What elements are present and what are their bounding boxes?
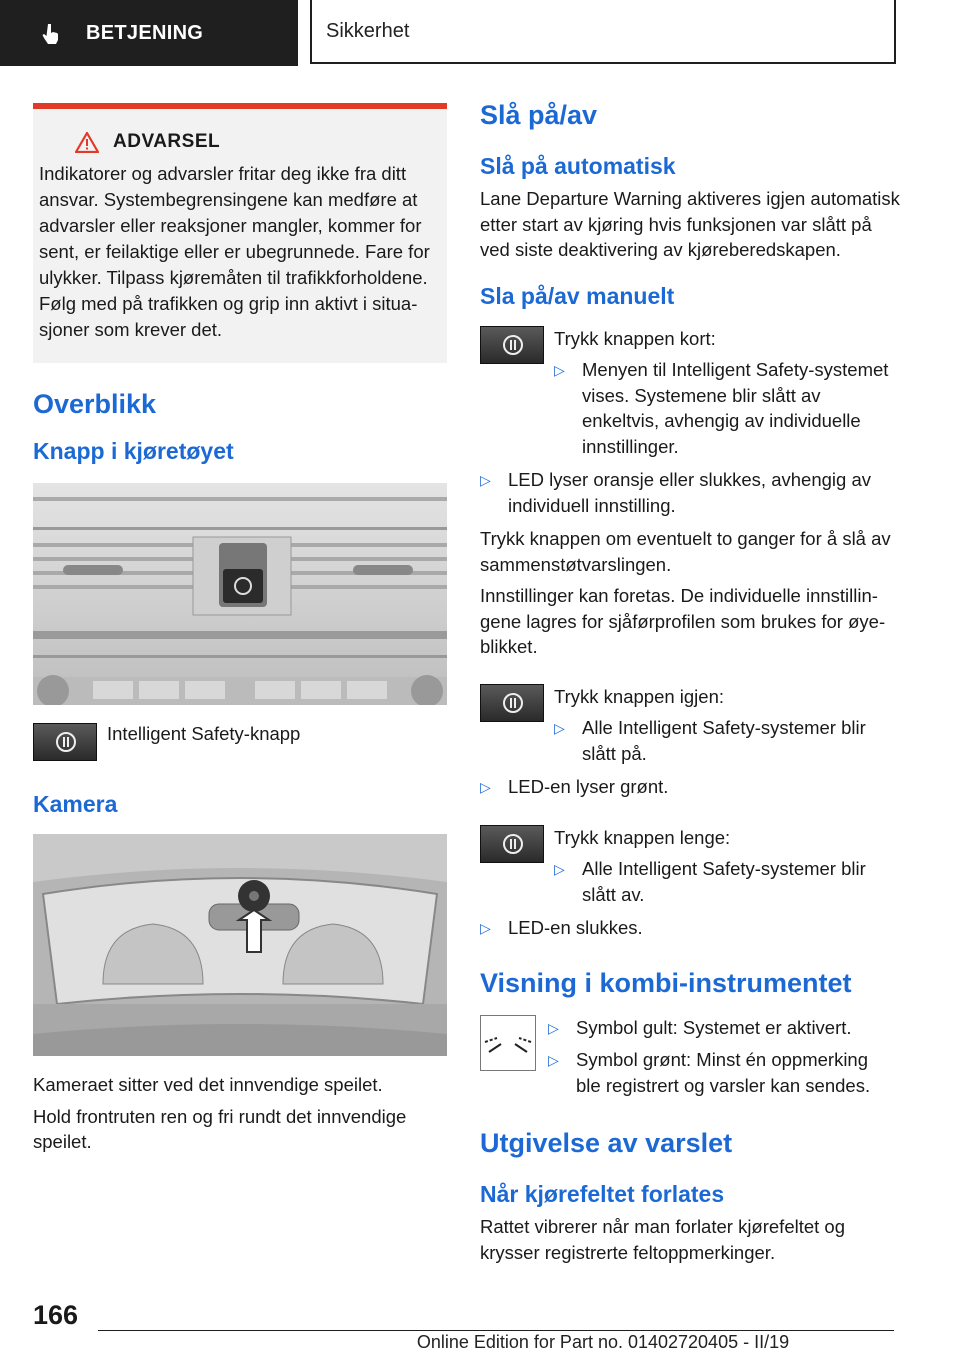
bullet-triangle-icon: ▷: [480, 779, 491, 795]
list-item: ▷ LED-en lyser grønt.: [480, 774, 900, 801]
bullet-triangle-icon: ▷: [554, 362, 565, 378]
list-item: ▷ Alle Intelligent Safety-systemer blir slått på.: [554, 715, 900, 766]
list-item: ▷ Symbol gult: Systemet er aktivert.: [548, 1015, 896, 1042]
list-item: ▷ LED lyser oransje eller slukkes, avhengig av individuell innstilling.: [480, 467, 900, 518]
bullet-triangle-icon: ▷: [548, 1019, 559, 1036]
heading-knapp: Knapp i kjøretøyet: [33, 438, 234, 464]
long-press-label: Trykk knappen lenge:: [554, 826, 731, 848]
warning-box: [33, 103, 447, 363]
camera-text-2: Hold frontruten ren og fri rundt det innvendige speilet.: [33, 1105, 407, 1152]
hand-pointer-icon: [40, 22, 64, 46]
heading-forlates: Når kjørefeltet forlates: [480, 1181, 725, 1207]
section-label: BETJENING: [86, 21, 204, 44]
long-press-block: [480, 825, 900, 908]
heading-kamera: Kamera: [33, 791, 118, 817]
forlates-text: Rattet vibrerer når man forlater kjørefeltet og krysser registrerte feltoppmerkinger.: [480, 1216, 846, 1263]
list-item: ▷ LED-en slukkes.: [480, 915, 900, 942]
chapter-label: Sikkerhet: [310, 0, 896, 64]
footer-divider: [98, 1330, 894, 1331]
short-press-block: [480, 326, 900, 460]
bullet-triangle-icon: ▷: [480, 920, 491, 936]
page-number: 166: [33, 1300, 79, 1330]
intelligent-safety-button-icon: [480, 684, 544, 722]
right-column: [480, 100, 900, 1265]
edition-footer: Online Edition for Part no. 01402720405 - II/19: [416, 1332, 790, 1352]
heading-automatisk: Slå på automatisk: [480, 153, 676, 179]
heading-visning: Visning i kombi-instrumentet: [480, 967, 852, 998]
page-header: [0, 0, 960, 66]
heading-overblikk: Overblikk: [33, 389, 157, 419]
list-item: ▷ Symbol grønt: Minst én oppmerking ble registrert og varsler kan sendes.: [548, 1047, 896, 1098]
bullet-triangle-icon: ▷: [554, 861, 565, 877]
camera-photo: [33, 834, 447, 1056]
short-press-label: Trykk knappen kort:: [554, 327, 716, 349]
button-caption-row: [33, 723, 447, 761]
heading-utgivelse: Utgivelse av varslet: [480, 1128, 733, 1158]
camera-text-1: Kameraet sitter ved det innvendige speilet.: [33, 1074, 383, 1095]
settings-text: Innstillinger kan foretas. De individuelle innstillingene lagres for sjåførprofilen som brukes for øyeblikket.: [480, 585, 886, 657]
left-column: [33, 103, 447, 1155]
warning-triangle-icon: [75, 132, 99, 153]
intelligent-safety-button-icon: [33, 723, 97, 761]
lane-departure-symbol-icon: [480, 1015, 536, 1071]
dashboard-button-photo: [33, 483, 447, 705]
auto-text: Lane Departure Warning aktiveres igjen automatisk etter start av kjøring hvis funksjonen var slått på ved siste deaktivering av kjøreberedskapen.: [480, 188, 900, 260]
button-caption: Intelligent Safety-knapp: [107, 723, 301, 744]
press-again-block: [480, 684, 900, 767]
heading-manuelt: Sla på/av manuelt: [480, 282, 675, 309]
twice-text: Trykk knappen om eventuelt to ganger for å slå av sammenstøtvarslingen.: [480, 528, 891, 575]
display-symbol-block: [480, 1015, 900, 1099]
intelligent-safety-button-icon: [480, 326, 544, 364]
bullet-triangle-icon: ▷: [554, 720, 565, 736]
intelligent-safety-button-icon: [480, 825, 544, 863]
list-item: ▷ Alle Intelligent Safety-systemer blir slått av.: [554, 856, 900, 907]
heading-sla-pa-av: Slå på/av: [480, 100, 598, 130]
section-tab: [0, 0, 298, 66]
bullet-triangle-icon: ▷: [480, 472, 491, 488]
warning-text: Indikatorer og advarsler fritar deg ikke fra ditt ansvar. Systembegrensingene kan medføre at advarsler eller reaksjoner mangler, kommer for sent, er feilaktige eller er ubegrunnede. Fare for ulykker. Tilpass kjøremåten til trafikkforholdene. Følg med på trafikken og grip inn aktivt i situasjoner som krever det.: [39, 163, 430, 340]
press-again-label: Trykk knappen igjen:: [554, 685, 725, 707]
list-item: ▷ Menyen til Intelligent Safety-systemet vises. Systemene blir slått av enkeltvis, avhengig av individuelle innstillinger.: [554, 357, 900, 459]
warning-title: ADVARSEL: [75, 131, 439, 153]
bullet-triangle-icon: ▷: [548, 1052, 559, 1068]
